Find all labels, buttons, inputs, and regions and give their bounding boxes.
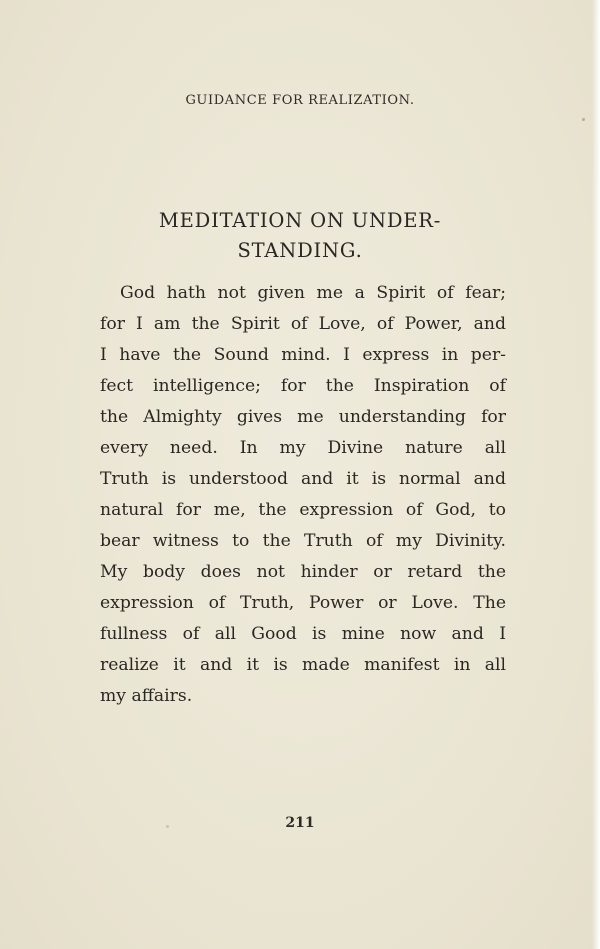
body-line: expression of Truth, Power or Love. The	[100, 593, 506, 613]
running-head: GUIDANCE FOR REALIZATION.	[185, 93, 415, 108]
body-line: realize it and it is made manifest in all	[100, 655, 506, 675]
body-line: natural for me, the expression of God, to	[100, 500, 506, 520]
section-title	[0, 206, 600, 266]
body-line: I have the Sound mind. I express in per-	[100, 345, 506, 365]
body-line: God hath not given me a Spirit of fear;	[120, 283, 506, 303]
body-line: fect intelligence; for the Inspiration of	[100, 376, 506, 396]
page-number: 211	[285, 815, 315, 831]
body-line: every need. In my Divine nature all	[100, 438, 506, 458]
body-line: fullness of all Good is mine now and I	[100, 624, 506, 644]
body-line: for I am the Spirit of Love, of Power, and	[100, 314, 506, 334]
body-line: Truth is understood and it is normal and	[100, 469, 506, 489]
body-line: bear witness to the Truth of my Divinity.	[100, 531, 506, 551]
title-line-2: STANDING.	[237, 239, 363, 262]
paper-speck	[582, 118, 585, 121]
body-paragraph	[100, 278, 506, 712]
title-line-1: MEDITATION ON UNDER-	[158, 209, 442, 232]
body-line: the Almighty gives me understanding for	[100, 407, 506, 427]
paper-speck	[166, 825, 169, 828]
body-line: my affairs.	[100, 686, 193, 706]
page-edge	[592, 0, 600, 949]
body-line: My body does not hinder or retard the	[100, 562, 506, 582]
